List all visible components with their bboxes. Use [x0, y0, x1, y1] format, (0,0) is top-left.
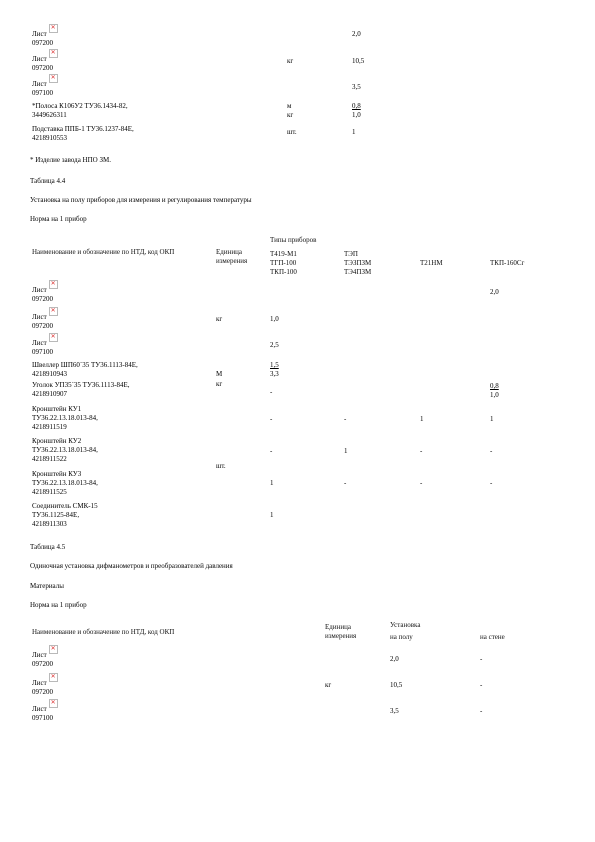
cell-value: - [480, 655, 483, 663]
table-row [32, 55, 58, 73]
cell-value: 1 [490, 415, 494, 423]
table-row [32, 381, 130, 399]
unit-value: кг [325, 681, 332, 689]
table-row [32, 313, 58, 331]
norm-value: 1 [352, 128, 356, 136]
column-header-name: Наименование и обозначение по НТД, код ОКП [32, 628, 175, 636]
okp-code: 097200 [32, 688, 53, 696]
material-name: Лист [32, 286, 47, 294]
cell-value-1: 1,5 [270, 361, 279, 369]
okp-code: 4218910907 [32, 390, 67, 398]
unit-value: кг [216, 380, 223, 388]
unit-value [287, 102, 293, 120]
table-row [32, 102, 128, 120]
material-name: Лист [32, 651, 47, 659]
cell-value: 1 [270, 511, 274, 519]
materials-label: Материалы [30, 582, 64, 590]
table-caption: Таблица 4.5 [30, 543, 66, 551]
norm-value-1: 0,8 [352, 102, 361, 110]
broken-image-icon [49, 699, 58, 708]
type-name: ТЭ4ПЗМ [344, 268, 372, 276]
cell-value: - [270, 415, 273, 423]
table-title: Одиночная установка дифманометров и преобразователей давления [30, 562, 233, 570]
table-row [32, 361, 138, 379]
column-header-floor: на полу [390, 633, 413, 641]
column-header-name: Наименование и обозначение по НТД, код ОКП [32, 248, 175, 256]
material-name: Уголок УП35´35 ТУ36.1113-84Е, [32, 381, 130, 389]
norm-value: 10,5 [352, 57, 365, 65]
okp-code: 4218911519 [32, 423, 67, 431]
unit-value: шт. [287, 128, 297, 136]
unit-header-line2: измерения [325, 632, 357, 640]
material-spec: ТУ36.1125-84Е, [32, 511, 80, 519]
table-row [32, 286, 58, 304]
table-row [32, 470, 98, 497]
okp-code: 097200 [32, 322, 53, 330]
cell-value: 1 [344, 447, 348, 455]
broken-image-icon [49, 645, 58, 654]
type-name: ТЭП [344, 250, 358, 258]
column-header-install: Установка [390, 621, 421, 629]
type-name: ТГП-100 [270, 259, 297, 267]
cell-value: - [420, 479, 423, 487]
footnote: * Изделие завода НПО ЗМ. [30, 156, 111, 164]
material-name: Лист [32, 55, 47, 63]
material-name: Кронштейн КУ3 [32, 470, 82, 478]
cell-value-1: 0,8 [490, 382, 499, 390]
material-name: Подставка ППБ-1 ТУ36.1237-84Е, [32, 125, 134, 133]
table-row [32, 125, 134, 143]
okp-code: 4218910943 [32, 370, 67, 378]
broken-image-icon [49, 74, 58, 83]
column-header-wall: на стене [480, 633, 505, 641]
column-header-types: Типы приборов [270, 236, 317, 244]
cell-value: 1 [420, 415, 424, 423]
cell-value: - [344, 415, 347, 423]
okp-code: 097200 [32, 64, 53, 72]
unit-header-line1: Единица [216, 248, 242, 256]
norm-value [352, 102, 361, 120]
cell-value: 2,0 [490, 288, 499, 296]
column-header-type-1 [270, 250, 297, 277]
material-spec: ТУ36.22.13.18.013-84, [32, 479, 98, 487]
unit-value: шт. [216, 462, 226, 470]
norm-label: Норма на 1 прибор [30, 215, 87, 223]
material-name: Лист [32, 339, 47, 347]
cell-value: - [270, 447, 273, 455]
column-header-type-3: Т21НМ [420, 259, 443, 267]
material-spec: ТУ36.22.13.18.013-84, [32, 446, 98, 454]
okp-code: 4218911303 [32, 520, 67, 528]
cell-value: - [490, 479, 493, 487]
unit-kg: кг [287, 111, 294, 119]
table-row [32, 30, 58, 48]
broken-image-icon [49, 673, 58, 682]
cell-value: 2,5 [270, 341, 279, 349]
cell-value [490, 382, 499, 400]
cell-value: 2,0 [390, 655, 399, 663]
material-spec: ТУ36.22.13.18.013-84, [32, 414, 98, 422]
table-row [32, 80, 58, 98]
material-name: Кронштейн КУ2 [32, 437, 82, 445]
material-name: Лист [32, 679, 47, 687]
material-name: Лист [32, 705, 47, 713]
type-name: Т419-М1 [270, 250, 297, 258]
material-name: Швеллер ШП60´35 ТУ36.1113-84Е, [32, 361, 138, 369]
cell-value: 1 [270, 479, 274, 487]
material-name: Кронштейн КУ1 [32, 405, 82, 413]
broken-image-icon [49, 307, 58, 316]
unit-header-line2: измерения [216, 257, 248, 265]
table-title: Установка на полу приборов для измерения и регулирования температуры [30, 196, 252, 204]
table-row [32, 437, 98, 464]
cell-value [270, 361, 279, 379]
unit-value: кг [216, 315, 223, 323]
table-row [32, 405, 98, 432]
table-row [32, 651, 58, 669]
unit-header-line1: Единица [325, 623, 351, 631]
column-header-unit [216, 248, 247, 266]
column-header-type-2 [344, 250, 371, 277]
cell-value-2: 1,0 [490, 391, 499, 399]
okp-code: 4218910553 [32, 134, 67, 142]
table-row [32, 502, 98, 529]
cell-value: 3,5 [390, 707, 399, 715]
material-name: Лист [32, 30, 47, 38]
cell-value: - [344, 479, 347, 487]
type-name: ТЭЗПЗМ [344, 259, 372, 267]
okp-code: 097200 [32, 39, 53, 47]
okp-code: 3449626311 [32, 111, 67, 119]
okp-code: 097200 [32, 660, 53, 668]
okp-code: 097100 [32, 348, 53, 356]
norm-label: Норма на 1 прибор [30, 601, 87, 609]
cell-value: - [490, 447, 493, 455]
broken-image-icon [49, 24, 58, 33]
unit-value: кг [287, 57, 294, 65]
unit-m: м [287, 102, 292, 110]
material-name: Лист [32, 313, 47, 321]
cell-value-2: 3,3 [270, 370, 279, 378]
cell-value: - [480, 707, 483, 715]
unit-value: М [216, 370, 223, 378]
cell-value: - [420, 447, 423, 455]
okp-code: 097200 [32, 295, 53, 303]
cell-value: - [270, 388, 273, 396]
okp-code: 097100 [32, 89, 53, 97]
broken-image-icon [49, 280, 58, 289]
norm-value-2: 1,0 [352, 111, 361, 119]
material-name: Лист [32, 80, 47, 88]
table-row [32, 339, 58, 357]
okp-code: 4218911522 [32, 455, 67, 463]
material-name: Соединитель СМК-15 [32, 502, 98, 510]
column-header-type-4: ТКП-160Сг [490, 259, 525, 267]
type-name: ТКП-100 [270, 268, 297, 276]
cell-value: 1,0 [270, 315, 279, 323]
material-name: *Полоса К106У2 ТУ36.1434-82, [32, 102, 128, 110]
table-row [32, 679, 58, 697]
broken-image-icon [49, 333, 58, 342]
okp-code: 097100 [32, 714, 53, 722]
cell-value: - [480, 681, 483, 689]
okp-code: 4218911525 [32, 488, 67, 496]
table-caption: Таблица 4.4 [30, 177, 66, 185]
column-header-unit [325, 623, 356, 641]
broken-image-icon [49, 49, 58, 58]
norm-value: 3,5 [352, 83, 361, 91]
norm-value: 2,0 [352, 30, 361, 38]
table-row [32, 705, 58, 723]
cell-value: 10,5 [390, 681, 403, 689]
